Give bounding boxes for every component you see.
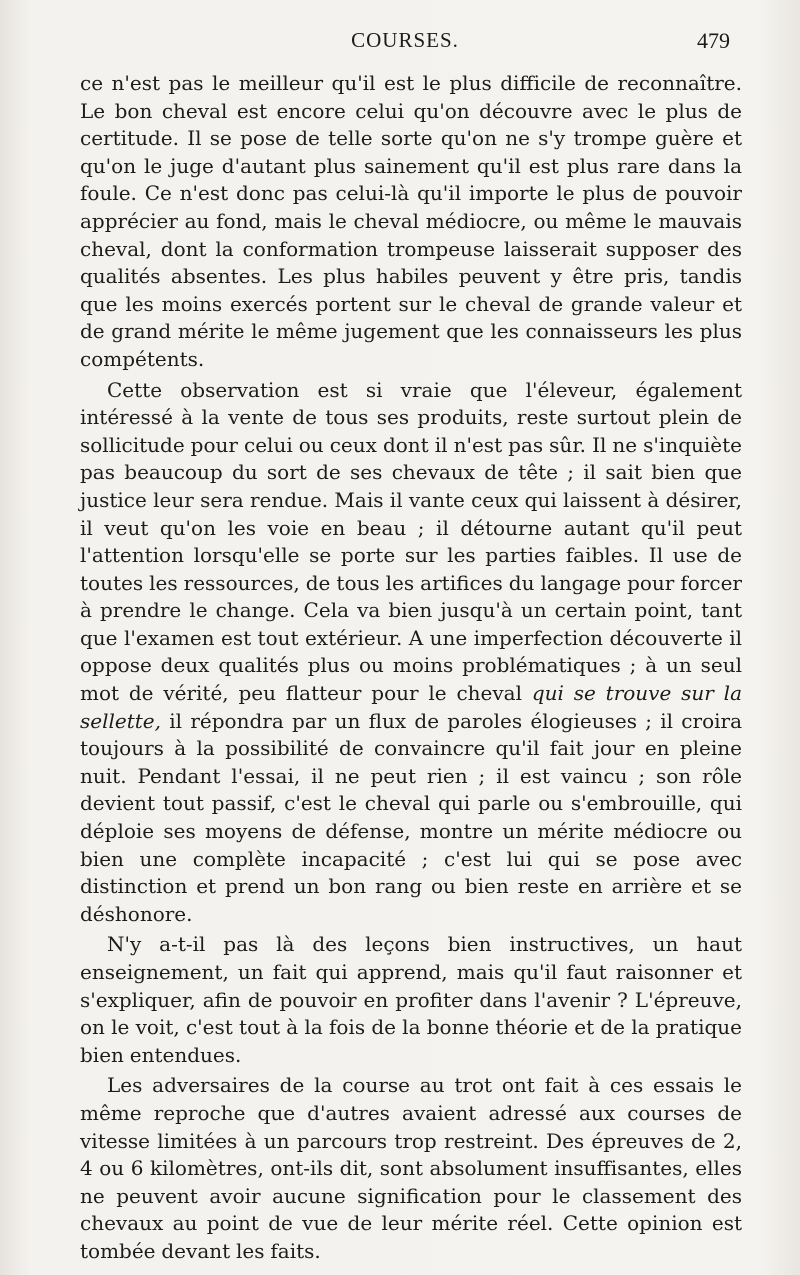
paragraph-2-text-after: il répondra par un flux de paroles élogieuses ; il croira toujours à la possibilité de convaincre qu'il fait jour en pleine nuit. Pendant l'essai, il ne peut rien ; il est vaincu ; son rôle devient tout passif, c'est le cheval qui parle ou s'embrouille, qui déploie ses moyens de défense, montre un mérite médiocre ou bien une complète incapacité ; c'est lui qui se pose avec distinction et prend un bon rang ou bien reste en arrière et se déshonore. [80,708,742,926]
paragraph-2 [80,377,742,929]
page-number: 479 [697,28,730,53]
paragraph-3: N'y a-t-il pas là des leçons bien instructives, un haut enseignement, un fait qui apprend, mais qu'il faut raisonner et s'expliquer, afin de pouvoir en profiter dans l'avenir ? L'épreuve, on le voit, c'est tout à la fois de la bonne théorie et de la pratique bien entendues. [80,932,742,1067]
running-head: COURSES. [351,28,459,52]
paragraph-4: Les adversaires de la course au trot ont fait à ces essais le même reproche que d'autres avaient adressé aux courses de vitesse limitées à un parcours trop restreint. Des épreuves de 2, 4 ou 6 kilomètres, ont-ils dit, sont absolument insuffisantes, elles ne peuvent avoir aucune signification pour le classement des chevaux au point de vue de leur mérite réel. Cette opinion est tombée devant les faits. [80,1073,742,1263]
paragraph-2-text-before: Cette observation est si vraie que l'éleveur, également intéressé à la vente de tous ses produits, reste surtout plein de sollicitude pour celui ou ceux dont il n'est pas sûr. Il ne s'inquiète pas beaucoup du sort de ses chevaux de tête ; il sait bien que justice leur sera rendue. Mais il vante ceux qui laissent à désirer, il veut qu'on les voie en beau ; il détourne autant qu'il peut l'attention lorsqu'elle se porte sur les parties faibles. Il use de toutes les ressources, de tous les artifices du langage pour forcer à prendre le change. Cela va bien jusqu'à un certain point, tant que l'examen est tout extérieur. A une imperfection découverte il oppose deux qualités plus ou moins problématiques ; à un seul mot de vérité, peu flatteur pour le cheval [80,377,742,706]
paragraph-2-italic-phrase: qui se trouve sur la sellette, [80,681,742,733]
body-text [80,70,742,1266]
paragraph-1: ce n'est pas le meilleur qu'il est le plus difficile de reconnaître. Le bon cheval est encore celui qu'on découvre avec le plus de certitude. Il se pose de telle sorte qu'on ne s'y trompe guère et qu'on le juge d'autant plus sainement qu'il est plus rare dans la foule. Ce n'est donc pas celui-là qu'il importe le plus de pouvoir apprécier au fond, mais le cheval médiocre, ou même le mauvais cheval, dont la conformation trompeuse laisserait supposer des qualités absentes. Les plus habiles peuvent y être pris, tandis que les moins exercés portent sur le cheval de grande valeur et de grand mérite le même jugement que les connaisseurs les plus compétents. [80,71,742,371]
page-header [80,28,730,58]
